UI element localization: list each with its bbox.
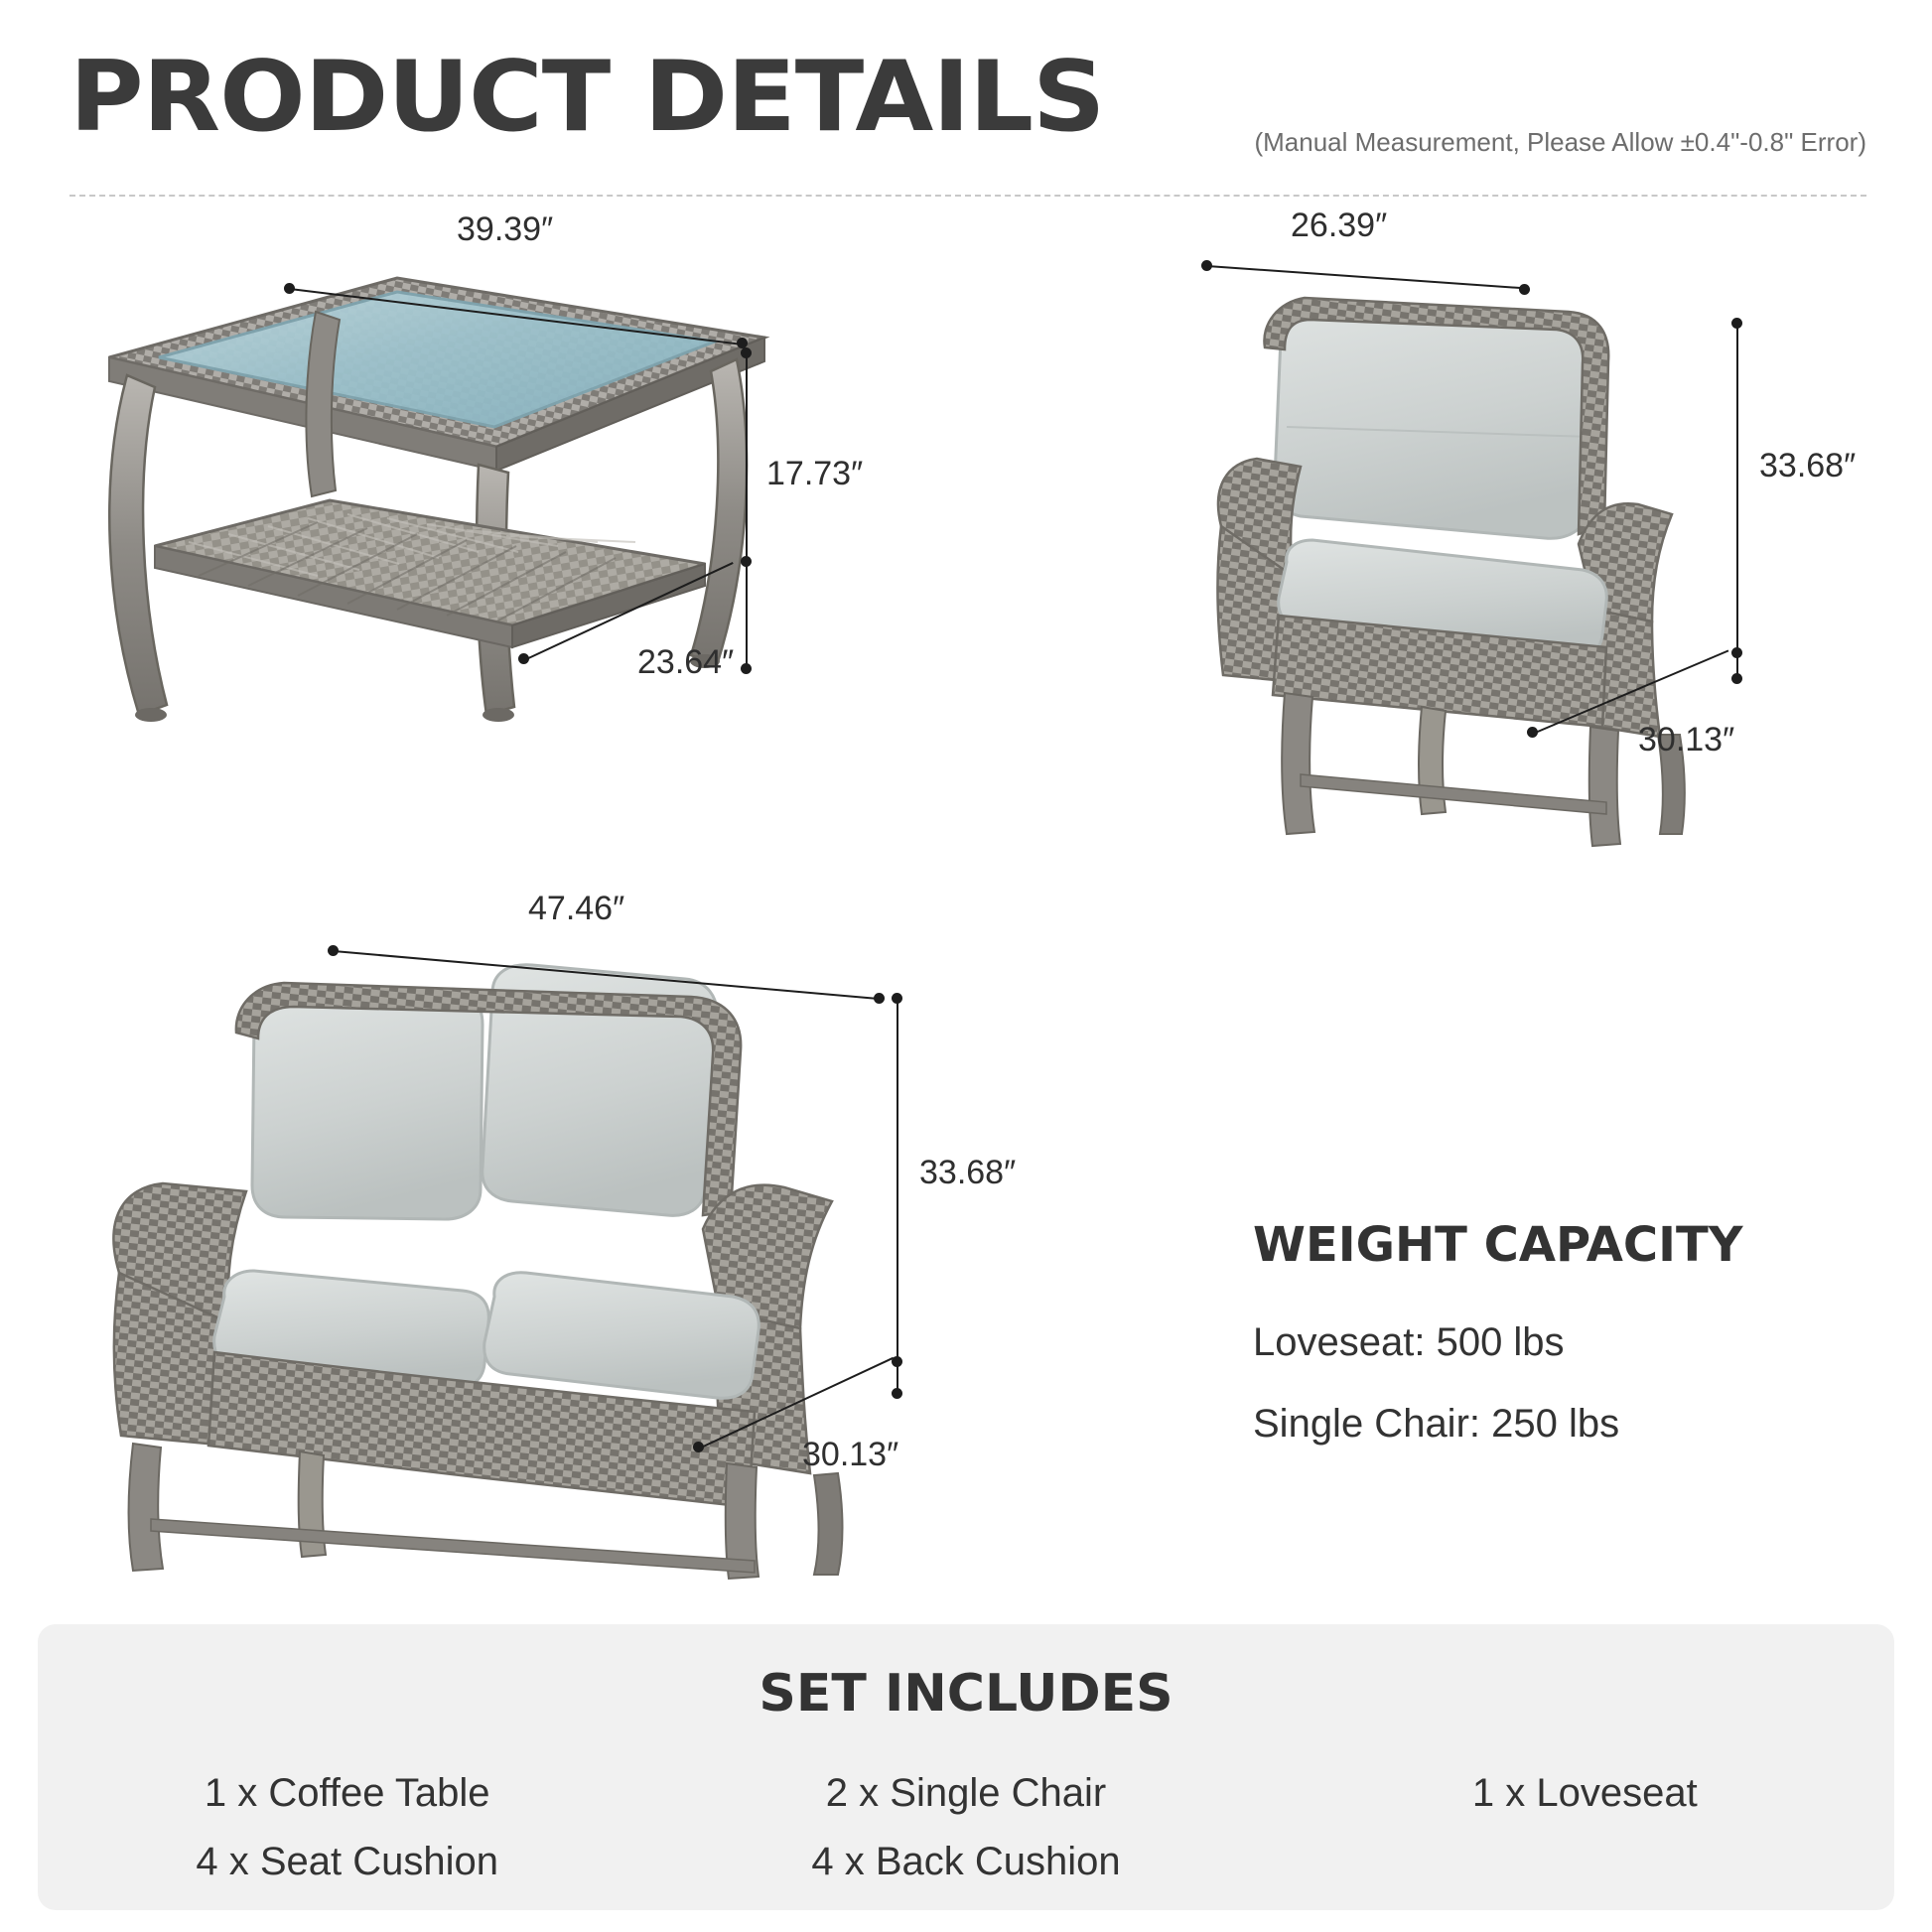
set-includes-item: 1 x Loveseat — [1471, 1771, 1698, 1815]
sc-height-dot-bottom — [1731, 673, 1742, 684]
set-includes-item: 1 x Coffee Table — [204, 1771, 490, 1815]
sc-width-dot-right — [1519, 284, 1530, 295]
set-includes-title: SET INCLUDES — [759, 1664, 1173, 1724]
loveseat-illustration — [60, 963, 933, 1598]
ls-width-label: 47.46″ — [528, 890, 625, 927]
set-includes-item: 4 x Back Cushion — [811, 1840, 1121, 1883]
ct-height-label: 17.73″ — [766, 455, 864, 492]
ct-depth-dot-right — [741, 556, 752, 567]
ls-depth-label: 30.13″ — [802, 1436, 899, 1473]
single-chair-illustration — [1162, 278, 1777, 874]
weight-capacity-loveseat: Loveseat: 500 lbs — [1253, 1320, 1565, 1364]
sc-depth-dot-right — [1731, 647, 1742, 658]
sc-height-line — [1736, 325, 1738, 682]
single-chair-figure — [1102, 207, 1916, 913]
ls-depth-dot-right — [892, 1356, 902, 1367]
set-includes-item: 4 x Seat Cushion — [196, 1840, 498, 1883]
ls-height-line — [897, 1000, 898, 1397]
set-includes-grid — [38, 1759, 1894, 1896]
sc-height-label: 33.68″ — [1759, 447, 1857, 484]
ls-height-dot-bottom — [892, 1388, 902, 1399]
page-title: PRODUCT DETAILS — [69, 41, 1105, 154]
loveseat-figure — [40, 890, 1052, 1588]
sc-width-label: 26.39″ — [1291, 207, 1388, 244]
sc-depth-label: 30.13″ — [1638, 721, 1735, 759]
ls-width-dot-right — [874, 993, 885, 1004]
weight-capacity-single-chair: Single Chair: 250 lbs — [1253, 1402, 1620, 1446]
measurement-note: (Manual Measurement, Please Allow ±0.4"-0.8" Error) — [1254, 127, 1866, 157]
coffee-table-figure — [60, 210, 993, 834]
weight-capacity-title: WEIGHT CAPACITY — [1253, 1217, 1743, 1273]
page-header — [69, 41, 1866, 177]
set-includes-panel — [38, 1624, 1894, 1910]
set-includes-item: 2 x Single Chair — [825, 1771, 1107, 1815]
header-divider — [69, 195, 1866, 197]
ls-height-label: 33.68″ — [919, 1154, 1017, 1191]
ct-width-label: 39.39″ — [457, 210, 554, 248]
coffee-table-illustration — [69, 248, 923, 804]
ct-height-line — [746, 354, 748, 670]
set-includes-row — [38, 1828, 1894, 1896]
set-includes-item-empty — [1276, 1828, 1894, 1896]
set-includes-row — [38, 1759, 1894, 1828]
ct-depth-label: 23.64″ — [637, 643, 735, 681]
ct-height-dot-bottom — [741, 663, 752, 674]
